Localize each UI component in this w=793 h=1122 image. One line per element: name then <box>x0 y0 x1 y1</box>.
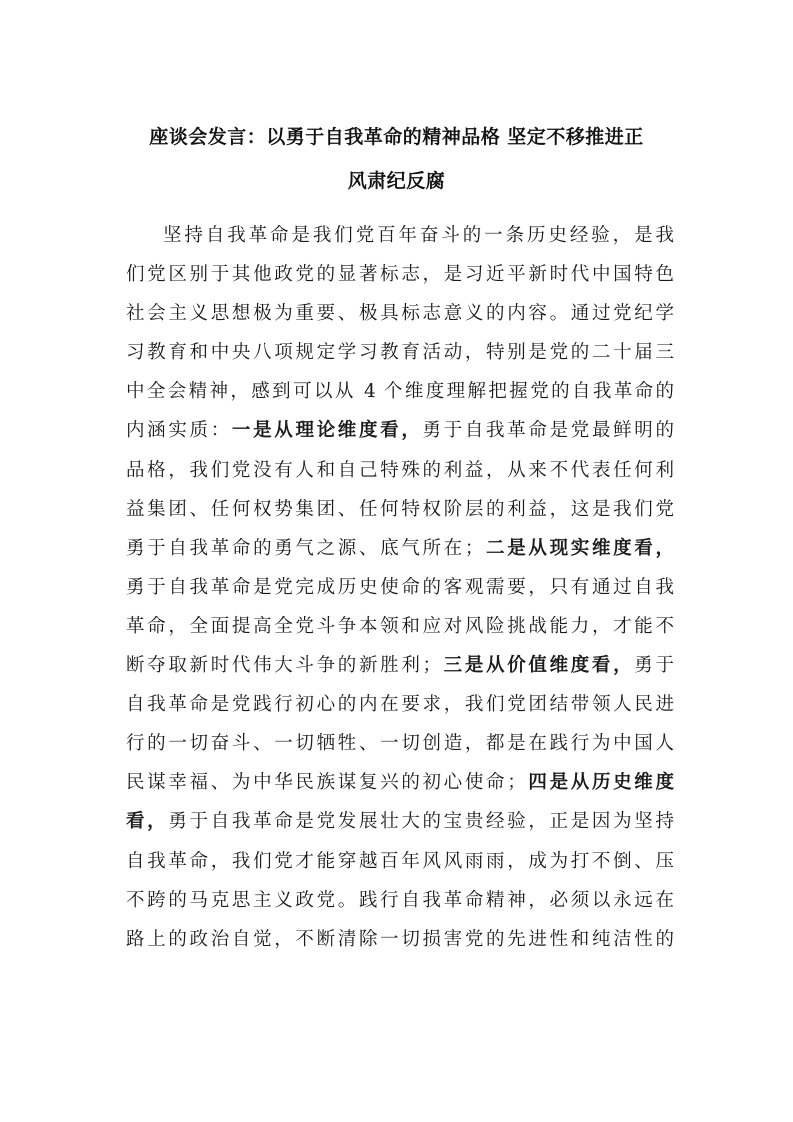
bold-point-4-end: 看， <box>126 811 169 833</box>
body-line: 自我革命是党践行初心的内在要求，我们党团结带领人民进 <box>126 694 674 716</box>
body-line: 们党区别于其他政党的显著标志，是习近平新时代中国特色 <box>126 264 674 286</box>
body-line: 益集团、任何权势集团、任何特权阶层的利益，这是我们党 <box>126 498 674 520</box>
body-line: 内涵实质：一是从理论维度看，勇于自我革命是党最鲜明的 <box>126 420 674 442</box>
body-line: 勇于自我革命的勇气之源、底气所在；二是从现实维度看， <box>126 537 674 559</box>
bold-point-1: 一是从理论维度看， <box>231 420 423 442</box>
bold-point-2: 二是从现实维度看， <box>483 537 674 559</box>
body-line: 社会主义思想极为重要、极具标志意义的内容。通过党纪学 <box>126 303 674 325</box>
body-line: 路上的政治自觉，不断清除一切损害党的先进性和纯洁性的 <box>126 928 674 950</box>
body-line: 看，勇于自我革命是党发展壮大的宝贵经验，正是因为坚持 <box>126 811 674 833</box>
document-title-line-2: 风肃纪反腐 <box>347 170 446 192</box>
document-body <box>126 216 674 959</box>
body-line: 行的一切奋斗、一切牺牲、一切创造，都是在践行为中国人 <box>126 733 674 755</box>
body-line: 品格，我们党没有人和自己特殊的利益，从来不代表任何利 <box>126 459 674 481</box>
body-line: 中全会精神，感到可以从 4 个维度理解把握党的自我革命的 <box>126 381 674 403</box>
body-line: 坚持自我革命是我们党百年奋斗的一条历史经验，是我 <box>163 225 674 246</box>
bold-point-4: 四是从历史维度 <box>525 772 674 794</box>
document-title-line-1: 座谈会发言：以勇于自我革命的精神品格 坚定不移推进正 <box>149 126 644 148</box>
body-line: 革命，全面提高全党斗争本领和应对风险挑战能力，才能不 <box>126 615 674 637</box>
bold-point-3: 三是从价值维度看， <box>441 655 635 677</box>
body-line: 习教育和中央八项规定学习教育活动，特别是党的二十届三 <box>126 342 674 364</box>
body-line: 不跨的马克思主义政党。践行自我革命精神，必须以永远在 <box>126 889 674 911</box>
body-line: 自我革命，我们党才能穿越百年风风雨雨，成为打不倒、压 <box>126 850 674 872</box>
body-line: 民谋幸福、为中华民族谋复兴的初心使命；四是从历史维度 <box>126 772 674 794</box>
body-line: 断夺取新时代伟大斗争的新胜利；三是从价值维度看，勇于 <box>126 655 674 677</box>
body-line: 勇于自我革命是党完成历史使命的客观需要，只有通过自我 <box>126 576 674 598</box>
